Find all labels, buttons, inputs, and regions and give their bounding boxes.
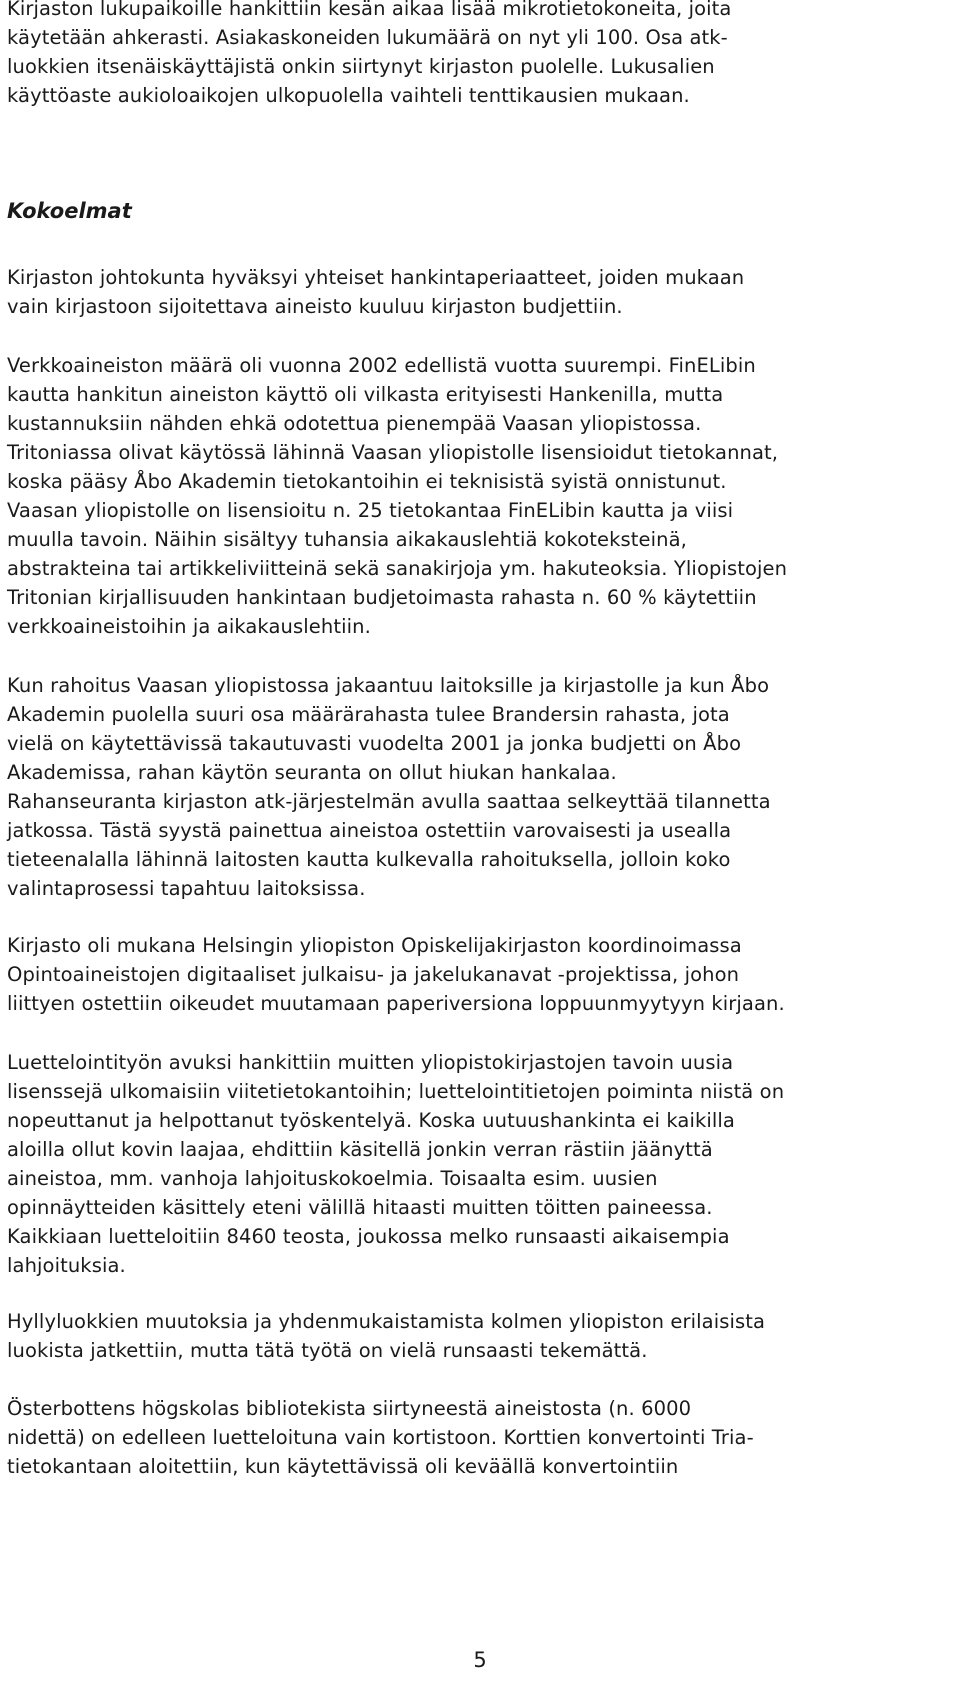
paragraph-luettelointi	[7, 1048, 784, 1280]
text-line: lahjoituksia.	[7, 1254, 126, 1277]
text-line: Hyllyluokkien muutoksia ja yhdenmukaistamista kolmen yliopiston erilaisista	[7, 1310, 766, 1333]
section-heading: Kokoelmat	[7, 199, 132, 223]
text-line: Kaikkiaan luetteloitiin 8460 teosta, joukossa melko runsaasti aikaisempia	[7, 1225, 730, 1248]
text-line: Kirjaston johtokunta hyväksyi yhteiset hankintaperiaatteet, joiden mukaan	[7, 266, 745, 289]
text-line: Luettelointityön avuksi hankittiin muitten yliopistokirjastojen tavoin uusia	[7, 1051, 734, 1074]
text-line: Tritoniassa olivat käytössä lähinnä Vaasan yliopistolle lisensioidut tietokannat,	[7, 441, 779, 464]
text-line: liittyen ostettiin oikeudet muutamaan paperiversiona loppuunmyytyyn kirjaan.	[7, 992, 785, 1015]
text-line: Akademin puolella suuri osa määrärahasta tulee Brandersin rahasta, jota	[7, 703, 730, 726]
text-line: Opintoaineistojen digitaaliset julkaisu- ja jakelukanavat -projektissa, johon	[7, 963, 740, 986]
text-line: valintaprosessi tapahtuu laitoksissa.	[7, 877, 366, 900]
text-line: opinnäytteiden käsittely eteni välillä hitaasti muitten töitten paineessa.	[7, 1196, 713, 1219]
text-line: Akademissa, rahan käytön seuranta on ollut hiukan hankalaa.	[7, 761, 617, 784]
text-line: tieteenalalla lähinnä laitosten kautta kulkevalla rahoituksella, jolloin koko	[7, 848, 731, 871]
paragraph-rahoitus	[7, 671, 771, 903]
text-line: Kirjasto oli mukana Helsingin yliopiston Opiskelijakirjaston koordinoimassa	[7, 934, 742, 957]
text-line: Kun rahoitus Vaasan yliopistossa jakaantuu laitoksille ja kirjastolle ja kun Åbo	[7, 674, 770, 697]
text-line: Verkkoaineiston määrä oli vuonna 2002 edellistä vuotta suurempi. FinELibin	[7, 354, 756, 377]
text-line: Österbottens högskolas bibliotekista siirtyneestä aineistosta (n. 6000	[7, 1397, 692, 1420]
text-line: vain kirjastoon sijoitettava aineisto kuuluu kirjaston budjettiin.	[7, 295, 623, 318]
page-number: 5	[473, 1648, 487, 1672]
paragraph-osterbotten	[7, 1394, 754, 1481]
text-line: aloilla ollut kovin laajaa, ehdittiin käsitellä jonkin verran rästiin jäänyttä	[7, 1138, 713, 1161]
intro-paragraph	[7, 0, 731, 110]
text-line: nidettä) on edelleen luetteloituna vain kortistoon. Korttien konvertointi Tria-	[7, 1426, 754, 1449]
text-line: Vaasan yliopistolle on lisensioitu n. 25 tietokantaa FinELibin kautta ja viisi	[7, 499, 734, 522]
text-line: lisenssejä ulkomaisiin viitetietokantoihin; luettelointitietojen poiminta niistä on	[7, 1080, 785, 1103]
text-line: Tritonian kirjallisuuden hankintaan budjetoimasta rahasta n. 60 % käytettiin	[7, 586, 757, 609]
text-line: vielä on käytettävissä takautuvasti vuodelta 2001 ja jonka budjetti on Åbo	[7, 732, 742, 755]
text-line: tietokantaan aloitettiin, kun käytettävissä oli keväällä konvertointiin	[7, 1455, 679, 1478]
text-line: muulla tavoin. Näihin sisältyy tuhansia aikakauslehtiä kokoteksteinä,	[7, 528, 687, 551]
text-line: käytetään ahkerasti. Asiakaskoneiden lukumäärä on nyt yli 100. Osa atk-	[7, 26, 728, 49]
text-line: käyttöaste aukioloaikojen ulkopuolella vaihteli tenttikausien mukaan.	[7, 84, 690, 107]
paragraph-hyllyluokat	[7, 1307, 765, 1365]
text-line: luokkien itsenäiskäyttäjistä onkin siirtynyt kirjaston puolelle. Lukusalien	[7, 55, 715, 78]
text-line: kustannuksiin nähden ehkä odotettua pienempää Vaasan yliopistossa.	[7, 412, 702, 435]
text-line: verkkoaineistoihin ja aikakauslehtiin.	[7, 615, 371, 638]
text-line: aineistoa, mm. vanhoja lahjoituskokoelmia. Toisaalta esim. uusien	[7, 1167, 658, 1190]
text-line: jatkossa. Tästä syystä painettua aineistoa ostettiin varovaisesti ja usealla	[7, 819, 732, 842]
text-line: Kirjaston lukupaikoille hankittiin kesän aikaa lisää mikrotietokoneita, joita	[7, 0, 732, 20]
text-line: luokista jatkettiin, mutta tätä työtä on vielä runsaasti tekemättä.	[7, 1339, 648, 1362]
paragraph-hankintaperiaatteet	[7, 263, 744, 321]
paragraph-opiskelijakirjasto	[7, 931, 785, 1018]
text-line: abstrakteina tai artikkeliviitteinä sekä sanakirjoja ym. hakuteoksia. Yliopistojen	[7, 557, 788, 580]
text-line: kautta hankitun aineiston käyttö oli vilkasta erityisesti Hankenilla, mutta	[7, 383, 724, 406]
text-line: Rahanseuranta kirjaston atk-järjestelmän avulla saattaa selkeyttää tilannetta	[7, 790, 771, 813]
paragraph-verkkoaineisto	[7, 351, 787, 641]
text-line: koska pääsy Åbo Akademin tietokantoihin ei teknisistä syistä onnistunut.	[7, 470, 727, 493]
text-line: nopeuttanut ja helpottanut työskentelyä. Koska uutuushankinta ei kaikilla	[7, 1109, 735, 1132]
